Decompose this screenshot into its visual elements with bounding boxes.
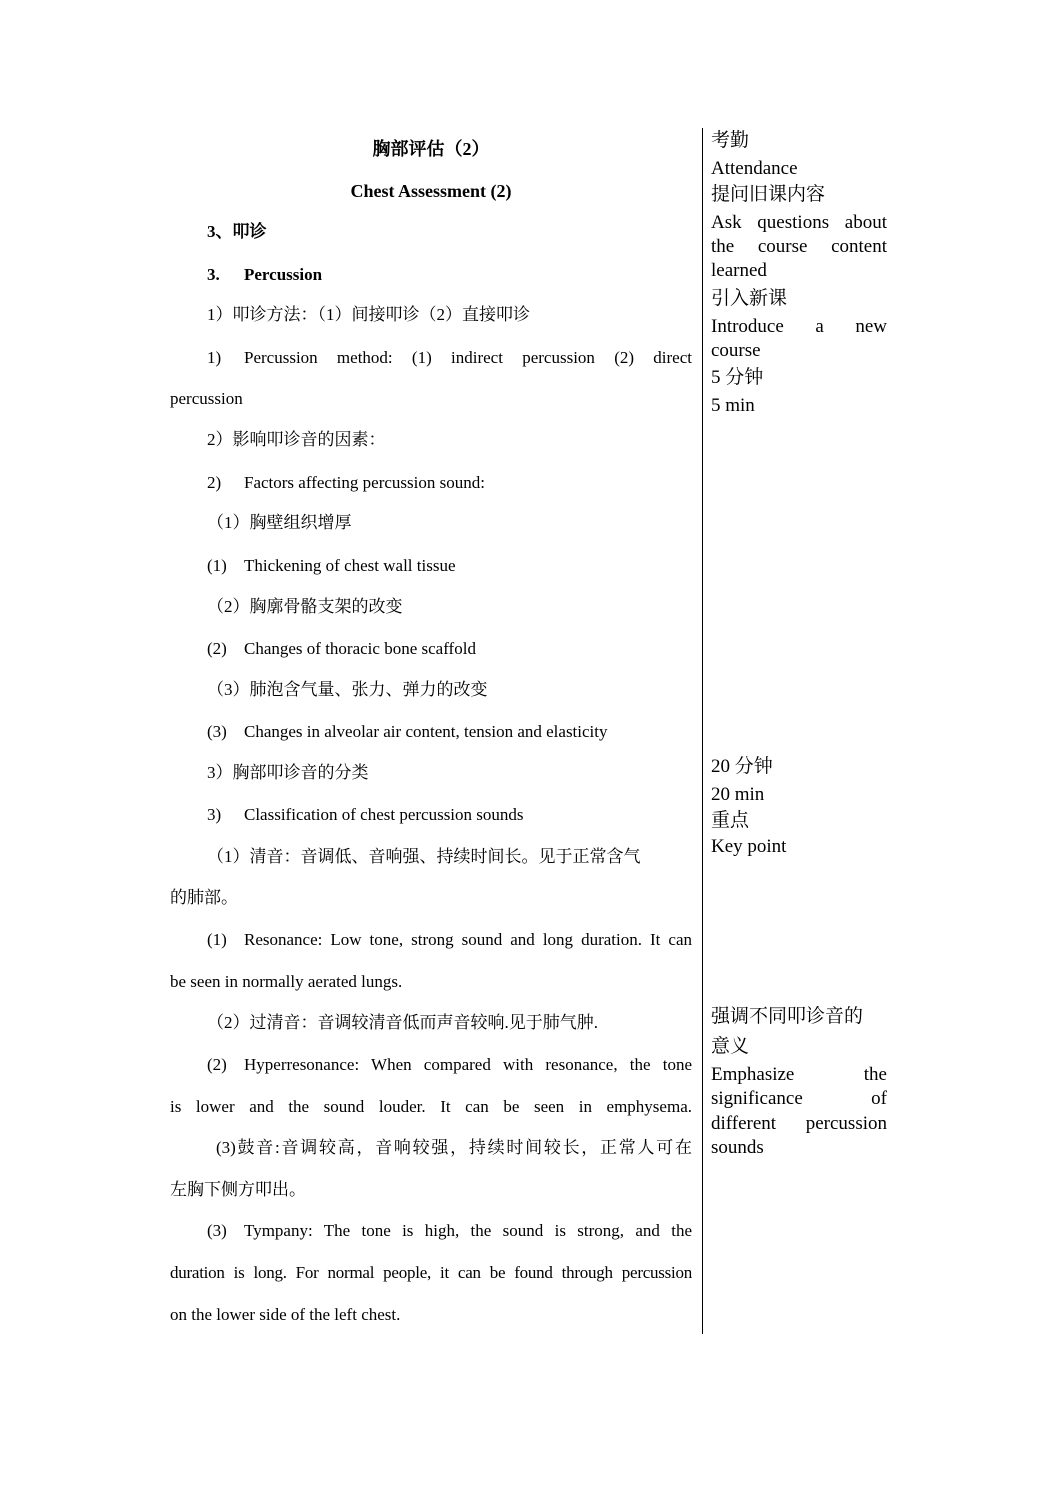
side-intro-cn: 引入新课 <box>711 288 788 309</box>
title-cn: 胸部评估（2） <box>372 139 490 159</box>
hyperresonance-cn: （2）过清音：音调较清音低而声音较响.见于肺气肿. <box>207 1013 598 1032</box>
percussion-method-cn: 1）叩诊方法：（1）间接叩诊（2）直接叩诊 <box>207 305 530 324</box>
factor-3-en: (3) Changes in alveolar air content, tension and elasticity <box>207 722 608 741</box>
section-number: 3. <box>207 265 220 284</box>
factors-cn: 2）影响叩诊音的因素： <box>207 430 386 449</box>
resonance-en-line2: be seen in normally aerated lungs. <box>170 972 403 991</box>
factor-3-cn: （3）肺泡含气量、张力、弹力的改变 <box>207 680 488 699</box>
side-emphasize-en-line2: significance of <box>711 1088 887 1109</box>
resonance-cn-line1: （1）清音：音调低、音响强、持续时间长。见于正常含气 <box>207 847 641 866</box>
factors-en: 2) Factors affecting percussion sound: <box>207 473 485 492</box>
factor-2-cn: （2）胸廓骨骼支架的改变 <box>207 597 403 616</box>
side-emphasize-cn-line1: 强调不同叩诊音的 <box>711 1006 864 1027</box>
side-questions-en-line3: learned <box>711 260 767 281</box>
side-intro-en-line1: Introduce a new <box>711 316 887 337</box>
resonance-en-line1: (1) Resonance: Low tone, strong sound and long duration. It can <box>207 930 692 949</box>
classification-cn: 3）胸部叩诊音的分类 <box>207 763 369 782</box>
percussion-method-en-line2: percussion <box>170 389 243 408</box>
title-en: Chest Assessment (2) <box>350 181 512 201</box>
factor-2-en: (2) Changes of thoracic bone scaffold <box>207 639 476 658</box>
side-attendance-en: Attendance <box>711 158 798 179</box>
tympany-cn-line1: (3)鼓音:音调较高，音响较强，持续时间较长，正常人可在 <box>216 1138 692 1157</box>
resonance-cn-line2: 的肺部。 <box>170 888 238 907</box>
tympany-en-line2: duration is long. For normal people, it can be found through percussion <box>170 1263 692 1282</box>
hyperresonance-en-line2: is lower and the sound louder. It can be seen in emphysema. <box>170 1097 692 1116</box>
side-emphasize-en-line4: sounds <box>711 1137 764 1158</box>
side-emphasize-en-line1: Emphasize the <box>711 1064 887 1085</box>
hyperresonance-en-line1: (2) Hyperresonance: When compared with resonance, the tone <box>207 1055 692 1074</box>
side-emphasize-en-line3: different percussion <box>711 1113 887 1134</box>
side-questions-cn: 提问旧课内容 <box>711 184 826 205</box>
side-time-5-en: 5 min <box>711 395 755 416</box>
side-intro-en-line2: course <box>711 340 761 361</box>
side-attendance-cn: 考勤 <box>711 130 750 151</box>
section-heading-en <box>207 264 322 286</box>
section-heading-en-text: Percussion <box>244 265 323 284</box>
side-keypoint-cn: 重点 <box>711 810 750 831</box>
section-heading-cn: 3、叩诊 <box>207 222 267 241</box>
tympany-en-line3: on the lower side of the left chest. <box>170 1305 401 1324</box>
side-time-20-en: 20 min <box>711 784 765 805</box>
side-keypoint-en: Key point <box>711 836 787 857</box>
side-questions-en-line1: Ask questions about <box>711 212 887 233</box>
tympany-en-line1: (3) Tympany: The tone is high, the sound is strong, and the <box>207 1221 692 1240</box>
percussion-method-en-line1: 1) Percussion method: (1) indirect percussion (2) direct <box>207 348 692 367</box>
classification-en: 3) Classification of chest percussion sounds <box>207 805 524 824</box>
side-emphasize-cn-line2: 意义 <box>711 1036 750 1057</box>
tympany-cn-line2: 左胸下侧方叩出。 <box>170 1180 306 1199</box>
side-time-5-cn: 5 分钟 <box>711 367 764 388</box>
factor-1-en: (1) Thickening of chest wall tissue <box>207 556 456 575</box>
side-time-20-cn: 20 分钟 <box>711 756 773 777</box>
side-questions-en-line2: the course content <box>711 236 887 257</box>
factor-1-cn: （1）胸壁组织增厚 <box>207 513 352 532</box>
column-divider <box>702 128 703 1334</box>
